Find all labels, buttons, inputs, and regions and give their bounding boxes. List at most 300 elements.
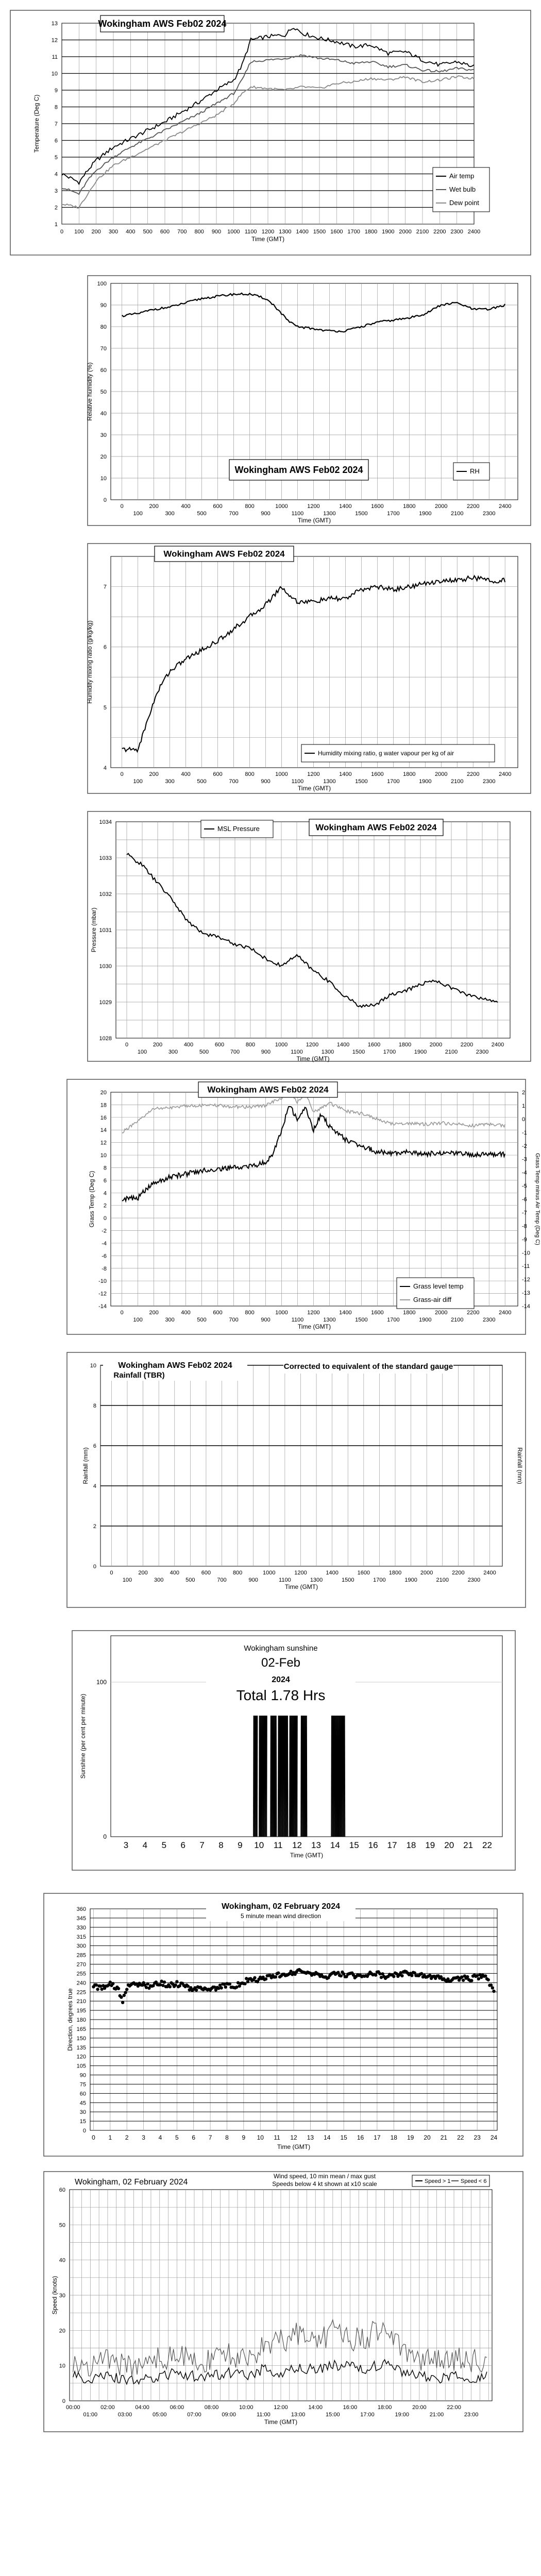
wind-direction-point <box>491 1986 494 1989</box>
y-tick-label: 75 <box>79 2081 86 2088</box>
x-tick-label: 1000 <box>275 1310 288 1316</box>
chart-title: Wokingham AWS Feb02 2024 <box>234 465 363 475</box>
wind-direction-point <box>111 1982 114 1985</box>
x-tick-label: 800 <box>245 771 255 777</box>
x-tick-label: 400 <box>126 229 136 235</box>
wind-direction-point <box>99 1985 102 1988</box>
y-tick-label: 5 <box>54 155 58 161</box>
wind-direction-point <box>124 1991 127 1994</box>
legend-label: Dew point <box>449 199 479 207</box>
wind-direction-point <box>117 1987 120 1990</box>
wind-direction-chart-panel <box>0 1886 541 2164</box>
wind-direction-point <box>123 1994 126 1997</box>
y2-axis-label: Rainfall (mm) <box>516 1447 523 1484</box>
x-tick-label: 24 <box>490 2134 498 2141</box>
y-tick-label: 20 <box>59 2328 65 2334</box>
x-axis-label: Time (GMT) <box>296 1055 330 1062</box>
wind-direction-point <box>470 1979 473 1982</box>
x-tick-label: 1200 <box>307 771 320 777</box>
wind-direction-point <box>223 1982 226 1986</box>
y-tick-label: 6 <box>103 1177 107 1184</box>
y2-tick-label: -13 <box>522 1290 530 1297</box>
x-tick-label: 10:00 <box>239 2404 253 2411</box>
x-tick-label: 1200 <box>307 1310 320 1316</box>
y-tick-label: -10 <box>98 1278 107 1285</box>
x-tick-label: 2000 <box>399 229 412 235</box>
y-axis-label: Speed (knots) <box>51 2276 58 2315</box>
x-tick-label: 1100 <box>291 511 304 517</box>
wind-direction-point <box>400 1974 403 1977</box>
x-tick-label: 400 <box>181 771 191 777</box>
x-tick-label: 15:00 <box>326 2412 340 2418</box>
y-tick-label: 6 <box>54 138 58 144</box>
y-tick-label: 50 <box>100 389 107 395</box>
x-tick-label: 2100 <box>451 511 464 517</box>
x-axis-label: Time (GMT) <box>297 785 331 792</box>
plot-area <box>100 1365 502 1566</box>
x-tick-label: 13:00 <box>291 2412 306 2418</box>
x-tick-label: 22 <box>482 1840 492 1850</box>
x-tick-label: 09:00 <box>222 2412 236 2418</box>
x-tick-label: 800 <box>245 1042 256 1048</box>
x-tick-label: 16:00 <box>343 2404 358 2411</box>
x-tick-label: 1500 <box>355 778 368 785</box>
wind-direction-point <box>264 1977 267 1980</box>
x-tick-label: 2000 <box>435 771 448 777</box>
x-tick-label: 21 <box>440 2134 448 2141</box>
y-tick-label: 0 <box>103 1833 107 1840</box>
x-tick-label: 14 <box>330 1840 340 1850</box>
x-tick-label: 1400 <box>339 1310 352 1316</box>
x-axis-label: Time (GMT) <box>297 1323 331 1330</box>
x-tick-label: 700 <box>229 1317 239 1323</box>
y-tick-label: 5 <box>103 704 107 711</box>
y-tick-label: 50 <box>59 2222 65 2229</box>
x-tick-label: 100 <box>133 511 143 517</box>
x-tick-label: 23 <box>474 2134 481 2141</box>
x-tick-label: 300 <box>154 1577 164 1583</box>
x-tick-label: 2200 <box>467 503 480 510</box>
y-tick-label: 90 <box>79 2072 86 2079</box>
x-tick-label: 2300 <box>482 778 496 785</box>
wind-direction-point <box>420 1972 423 1975</box>
x-tick-label: 1800 <box>403 771 416 777</box>
y-tick-label: 6 <box>93 1443 96 1449</box>
y-tick-label: 70 <box>100 346 107 352</box>
chart-total: Total 1.78 Hrs <box>236 1687 326 1703</box>
x-tick-label: 2000 <box>429 1042 443 1048</box>
y-tick-label: 60 <box>79 2091 86 2097</box>
x-tick-label: 200 <box>149 503 159 510</box>
y-tick-label: 30 <box>79 2109 86 2116</box>
chart-title: Wokingham, 02 February 2024 <box>221 1902 341 1911</box>
x-tick-label: 1400 <box>339 771 352 777</box>
y-tick-label: 1034 <box>99 819 112 825</box>
wind-direction-point <box>125 1988 128 1991</box>
x-tick-label: 1300 <box>323 778 336 785</box>
y2-tick-label: -10 <box>522 1250 530 1257</box>
x-tick-label: 22 <box>457 2134 464 2141</box>
mixing-ratio-chart-panel <box>0 536 541 804</box>
wind-direction-point <box>174 1984 177 1987</box>
x-tick-label: 2300 <box>467 1577 481 1583</box>
y-tick-label: 8 <box>103 1165 107 1172</box>
y-tick-label: 90 <box>100 302 107 309</box>
x-tick-label: 400 <box>183 1042 194 1048</box>
wind-direction-point <box>159 1983 162 1986</box>
y-tick-label: 80 <box>100 324 107 330</box>
x-tick-label: 1900 <box>414 1049 427 1055</box>
x-tick-label: 700 <box>177 229 187 235</box>
y-tick-label: 210 <box>76 1998 86 2005</box>
x-tick-label: 1100 <box>291 778 304 785</box>
y-tick-label: 105 <box>76 2063 86 2070</box>
x-tick-label: 2000 <box>435 503 448 510</box>
x-tick-label: 0 <box>125 1042 129 1048</box>
x-tick-label: 1400 <box>296 229 309 235</box>
x-tick-label: 23:00 <box>464 2412 479 2418</box>
y-tick-label: 8 <box>54 104 58 111</box>
x-tick-label: 14:00 <box>308 2404 323 2411</box>
x-tick-label: 600 <box>201 1570 211 1576</box>
x-tick-label: 21 <box>463 1840 474 1850</box>
x-tick-label: 07:00 <box>187 2412 201 2418</box>
x-tick-label: 300 <box>165 778 175 785</box>
x-tick-label: 19:00 <box>395 2412 410 2418</box>
x-tick-label: 2200 <box>452 1570 465 1576</box>
x-tick-label: 9 <box>238 1840 243 1850</box>
x-tick-label: 2100 <box>445 1049 458 1055</box>
x-tick-label: 400 <box>181 1310 191 1316</box>
y-tick-label: 2 <box>93 1523 96 1530</box>
x-tick-label: 17 <box>387 1840 397 1850</box>
x-tick-label: 100 <box>133 778 143 785</box>
y-tick-label: -6 <box>102 1253 107 1260</box>
x-tick-label: 900 <box>261 511 270 517</box>
x-tick-label: 2300 <box>450 229 463 235</box>
x-tick-label: 19 <box>425 1840 435 1850</box>
x-axis-label: Time (GMT) <box>251 235 285 243</box>
x-tick-label: 4 <box>142 1840 148 1850</box>
y-tick-label: 14 <box>100 1127 107 1134</box>
x-tick-label: 02:00 <box>100 2404 115 2411</box>
x-tick-label: 700 <box>217 1577 227 1583</box>
y-tick-label: 13 <box>51 21 58 27</box>
y-tick-label: 225 <box>76 1989 86 1996</box>
y-tick-label: 11 <box>52 54 58 60</box>
x-tick-label: 11:00 <box>257 2412 270 2418</box>
wind-direction-point <box>146 1982 149 1985</box>
x-axis-label: Time (GMT) <box>284 1583 318 1590</box>
wind-direction-point <box>489 1984 493 1987</box>
y-tick-label: 2 <box>103 1202 107 1209</box>
chart-annotation: Corrected to equivalent of the standard gauge <box>283 1362 453 1371</box>
x-tick-label: 200 <box>138 1570 148 1576</box>
y-tick-label: 2 <box>54 205 58 211</box>
x-tick-label: 1 <box>108 2134 112 2141</box>
x-tick-label: 2000 <box>420 1570 433 1576</box>
legend-label: MSL Pressure <box>217 825 260 833</box>
y-tick-label: 165 <box>76 2026 86 2032</box>
x-tick-label: 2300 <box>482 511 496 517</box>
y2-tick-label: -6 <box>522 1196 527 1203</box>
wind-speed-chart <box>0 2164 541 2442</box>
x-tick-label: 500 <box>197 778 207 785</box>
y-tick-label: 6 <box>103 644 107 651</box>
y-tick-label: 40 <box>100 411 107 417</box>
y-tick-label: 100 <box>96 1679 107 1686</box>
legend-label: Speed < 6 <box>461 2178 487 2184</box>
y-tick-label: 120 <box>76 2054 86 2060</box>
x-tick-label: 1900 <box>419 778 432 785</box>
y-tick-label: 3 <box>54 188 58 194</box>
x-tick-label: 19 <box>407 2134 414 2141</box>
x-tick-label: 1100 <box>291 1317 304 1323</box>
chart-subtitle: 02-Feb <box>261 1656 301 1670</box>
y-tick-label: 18 <box>100 1102 107 1109</box>
wind-direction-point <box>477 1977 480 1980</box>
x-tick-label: 00:00 <box>65 2404 80 2411</box>
y-tick-label: 45 <box>79 2100 86 2107</box>
y-tick-label: 4 <box>54 171 58 178</box>
x-tick-label: 1000 <box>275 503 288 510</box>
x-tick-label: 7 <box>199 1840 205 1850</box>
x-tick-label: 600 <box>213 771 223 777</box>
wind-direction-point <box>466 1975 469 1978</box>
x-tick-label: 12 <box>290 2134 297 2141</box>
x-tick-label: 900 <box>248 1577 258 1583</box>
y2-tick-label: 0 <box>522 1116 526 1123</box>
y-tick-label: 30 <box>100 432 107 438</box>
wind-direction-point <box>253 1976 256 1979</box>
y-tick-label: 285 <box>76 1952 86 1959</box>
x-tick-label: 12 <box>292 1840 302 1850</box>
wind-direction-point <box>392 1975 395 1978</box>
wind-direction-point <box>336 1971 340 1974</box>
x-tick-label: 900 <box>261 1317 270 1323</box>
x-tick-label: 18 <box>390 2134 397 2141</box>
y-tick-label: 1029 <box>99 999 112 1006</box>
y-tick-label: 10 <box>100 1153 107 1159</box>
x-tick-label: 100 <box>122 1577 132 1583</box>
x-tick-label: 1700 <box>373 1577 386 1583</box>
y-tick-label: 16 <box>100 1114 107 1121</box>
x-tick-label: 1700 <box>347 229 360 235</box>
y2-tick-label: -4 <box>522 1170 527 1176</box>
x-tick-label: 1800 <box>403 1310 416 1316</box>
x-tick-label: 1900 <box>404 1577 417 1583</box>
x-tick-label: 18:00 <box>377 2404 392 2411</box>
sunshine-chart <box>0 1618 541 1886</box>
x-tick-label: 5 <box>175 2134 179 2141</box>
x-tick-label: 2100 <box>436 1577 449 1583</box>
x-tick-label: 100 <box>74 229 84 235</box>
x-tick-label: 200 <box>149 1310 159 1316</box>
x-tick-label: 3 <box>123 1840 129 1850</box>
x-tick-label: 1700 <box>387 511 400 517</box>
y2-tick-label: -3 <box>522 1156 527 1163</box>
y-tick-label: 4 <box>103 765 107 771</box>
x-tick-label: 1600 <box>330 229 343 235</box>
x-tick-label: 2400 <box>498 503 512 510</box>
x-tick-label: 300 <box>108 229 119 235</box>
y2-tick-label: -5 <box>522 1183 527 1190</box>
wind-direction-point <box>219 1986 223 1989</box>
x-tick-label: 1200 <box>307 503 320 510</box>
x-tick-label: 2200 <box>460 1042 474 1048</box>
y-tick-label: 15 <box>79 2119 86 2125</box>
wind-direction-point <box>96 1988 99 1991</box>
legend-label: Air temp <box>449 172 475 180</box>
x-tick-label: 100 <box>133 1317 143 1323</box>
chart-title: Wokingham AWS Feb02 2024 <box>315 822 437 833</box>
chart-title: Wokingham AWS Feb02 2024 <box>98 19 227 29</box>
x-tick-label: 17 <box>374 2134 381 2141</box>
x-tick-label: 1900 <box>419 1317 432 1323</box>
x-tick-label: 15 <box>349 1840 359 1850</box>
y-tick-label: 0 <box>93 1564 96 1570</box>
x-tick-label: 6 <box>192 2134 196 2141</box>
x-tick-label: 900 <box>211 229 222 235</box>
legend-label: Grass-air diff <box>413 1296 452 1303</box>
y-tick-label: 4 <box>93 1483 96 1489</box>
wind-direction-point <box>217 1987 220 1990</box>
x-tick-label: 300 <box>165 1317 175 1323</box>
x-tick-label: 0 <box>60 229 64 235</box>
y-tick-label: 135 <box>76 2044 86 2051</box>
mixing-ratio-chart <box>0 536 541 804</box>
pressure-chart-panel <box>0 804 541 1072</box>
y-tick-label: 7 <box>54 121 58 127</box>
x-tick-label: 2400 <box>498 1310 512 1316</box>
x-tick-label: 1700 <box>383 1049 396 1055</box>
x-tick-label: 1300 <box>310 1577 323 1583</box>
x-tick-label: 10 <box>257 2134 264 2141</box>
x-tick-label: 9 <box>242 2134 246 2141</box>
x-tick-label: 20:00 <box>412 2404 427 2411</box>
x-tick-label: 1400 <box>326 1570 339 1576</box>
x-tick-label: 8 <box>218 1840 224 1850</box>
x-tick-label: 1600 <box>357 1570 370 1576</box>
x-tick-label: 500 <box>197 511 207 517</box>
wind-direction-chart <box>0 1886 541 2164</box>
y-tick-label: 7 <box>103 584 107 590</box>
x-tick-label: 200 <box>149 771 159 777</box>
wind-direction-point <box>487 1978 490 1981</box>
chart-subtitle: Rainfall (TBR) <box>113 1371 165 1380</box>
x-tick-label: 14 <box>324 2134 331 2141</box>
x-tick-label: 0 <box>120 1310 124 1316</box>
x-tick-label: 1300 <box>323 1317 336 1323</box>
x-tick-label: 1100 <box>279 1577 291 1583</box>
chart-title: Wokingham AWS Feb02 2024 <box>163 549 285 559</box>
x-tick-label: 2400 <box>467 229 481 235</box>
y-tick-label: 60 <box>59 2187 65 2193</box>
x-tick-label: 20 <box>444 1840 454 1850</box>
x-tick-label: 1300 <box>279 229 292 235</box>
y-tick-label: 180 <box>76 2017 86 2023</box>
legend-label: Humidity mixing ratio, g water vapour per kg of air <box>318 750 454 757</box>
y-tick-label: 0 <box>103 1215 107 1222</box>
y-tick-label: 1030 <box>99 963 112 970</box>
y-tick-label: 270 <box>76 1961 86 1968</box>
wind-direction-point <box>160 1979 163 1982</box>
y-tick-label: -2 <box>102 1228 107 1234</box>
y-tick-label: 10 <box>90 1363 96 1369</box>
x-tick-label: 200 <box>91 229 101 235</box>
y2-tick-label: 1 <box>522 1103 526 1109</box>
legend-label: Grass level temp <box>413 1282 464 1290</box>
wind-direction-point <box>340 1974 343 1977</box>
y-tick-label: -4 <box>102 1240 107 1247</box>
x-tick-label: 21:00 <box>429 2412 444 2418</box>
y-axis-label: Grass Temp (Deg C) <box>88 1171 95 1228</box>
chart-year: 2024 <box>272 1675 290 1684</box>
x-tick-label: 15 <box>340 2134 347 2141</box>
x-tick-label: 3 <box>142 2134 145 2141</box>
x-tick-label: 16 <box>368 1840 378 1850</box>
y2-tick-label: -14 <box>522 1303 530 1310</box>
y-tick-label: -14 <box>98 1303 107 1310</box>
x-tick-label: 2100 <box>416 229 429 235</box>
legend-label: Wet bulb <box>449 185 476 193</box>
x-tick-label: 700 <box>229 778 239 785</box>
x-tick-label: 18 <box>406 1840 416 1850</box>
x-tick-label: 22:00 <box>447 2404 461 2411</box>
x-tick-label: 1200 <box>261 229 275 235</box>
x-tick-label: 8 <box>225 2134 229 2141</box>
x-tick-label: 200 <box>153 1042 163 1048</box>
y-tick-label: 1033 <box>99 855 112 861</box>
y-tick-label: 4 <box>103 1190 107 1197</box>
x-tick-label: 1100 <box>291 1049 303 1055</box>
x-tick-label: 500 <box>143 229 153 235</box>
humidity-chart-panel <box>0 268 541 536</box>
x-tick-label: 600 <box>160 229 170 235</box>
x-axis-label: Time (GMT) <box>277 2143 311 2150</box>
y2-tick-label: -7 <box>522 1210 527 1216</box>
y2-tick-label: -12 <box>522 1277 530 1283</box>
wind-direction-point <box>374 1973 377 1976</box>
temperature-chart-panel <box>0 0 541 268</box>
chart-note: Speeds below 4 kt shown at x10 scale <box>272 2180 377 2188</box>
wind-direction-point <box>224 1986 227 1989</box>
y-tick-label: 255 <box>76 1971 86 1977</box>
wind-direction-point <box>277 1971 280 1974</box>
x-tick-label: 1800 <box>403 503 416 510</box>
wind-speed-chart-panel <box>0 2164 541 2442</box>
x-tick-label: 1600 <box>371 503 384 510</box>
x-tick-label: 400 <box>170 1570 179 1576</box>
x-tick-label: 1500 <box>341 1577 354 1583</box>
y-tick-label: 10 <box>59 2363 65 2369</box>
x-tick-label: 900 <box>261 778 270 785</box>
y-tick-label: 100 <box>97 281 107 287</box>
y-axis-label: Temperature (Deg C) <box>33 94 40 153</box>
x-tick-label: 1400 <box>336 1042 350 1048</box>
x-tick-label: 1000 <box>227 229 240 235</box>
x-tick-label: 10 <box>254 1840 264 1850</box>
x-tick-label: 4 <box>158 2134 162 2141</box>
wind-direction-point <box>236 1981 240 1984</box>
y2-tick-label: -1 <box>522 1129 527 1136</box>
x-tick-label: 2100 <box>451 778 464 785</box>
x-tick-label: 1900 <box>382 229 395 235</box>
x-tick-label: 1400 <box>339 503 352 510</box>
x-tick-label: 08:00 <box>204 2404 219 2411</box>
wind-direction-point <box>274 1975 277 1978</box>
y-tick-label: 315 <box>76 1934 86 1940</box>
